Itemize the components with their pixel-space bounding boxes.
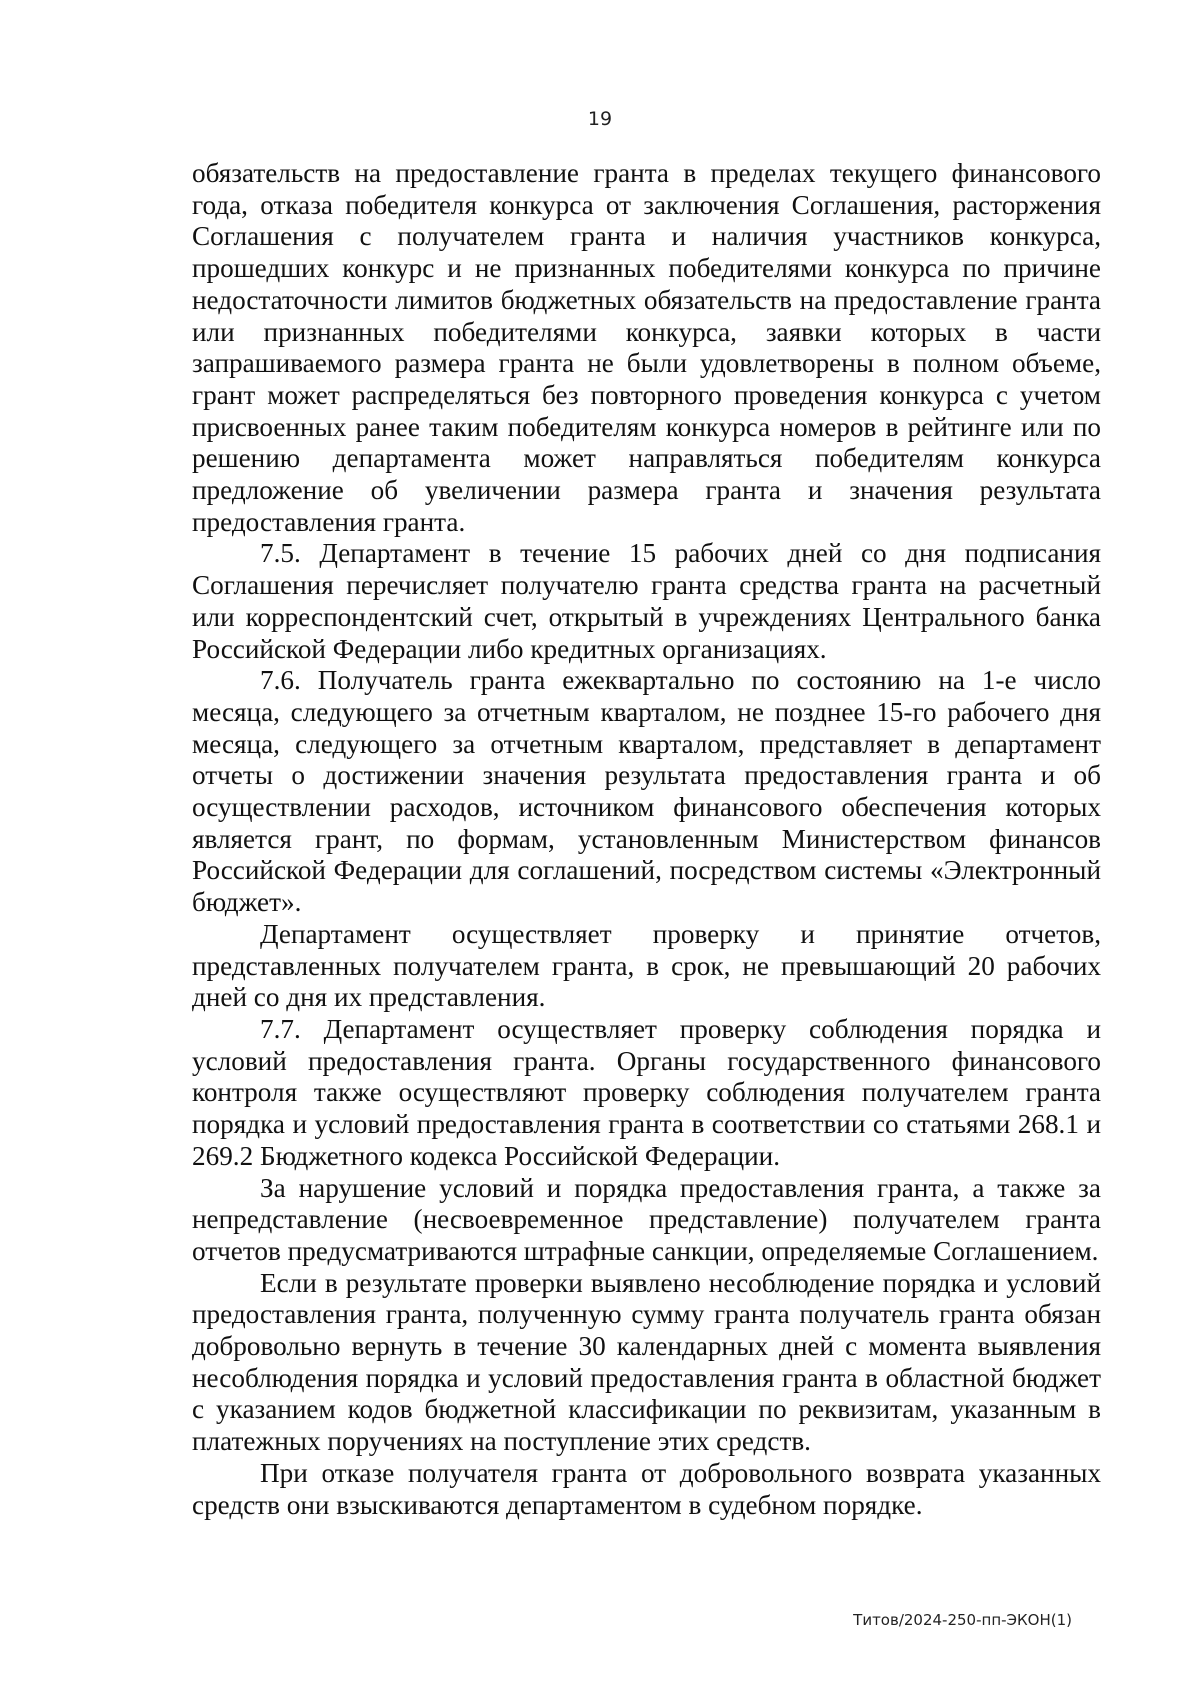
document-body (192, 158, 1101, 1521)
paragraph-penalties: За нарушение условий и порядка предоставления гранта, а также за непредставление (несвоевременное представление) получателем гранта отчетов предусматриваются штрафные санкции, определяемые Соглашением. (192, 1172, 1101, 1266)
paragraph-7-6: 7.6. Получатель гранта ежеквартально по состоянию на 1-е число месяца, следующего за отчетным кварталом, не позднее 15-го рабочего дня месяца, следующего за отчетным кварталом, представляет в департамент отчеты о достижении значения результата предоставления гранта и об осуществлении расходов, источником финансового обеспечения которых является грант, по формам, установленным Министерством финансов Российской Федерации для соглашений, посредством системы «Электронный бюджет». (192, 665, 1101, 918)
paragraph-court-recovery: При отказе получателя гранта от добровольного возврата указанных средств они взыскиваются департаментом в судебном порядке. (192, 1457, 1101, 1520)
page-number: 19 (587, 108, 613, 130)
paragraph-report-check: Департамент осуществляет проверку и принятие отчетов, представленных получателем гранта, в срок, не превышающий 20 рабочих дней со дня их представления. (192, 918, 1101, 1013)
paragraph-7-5: 7.5. Департамент в течение 15 рабочих дней со дня подписания Соглашения перечисляет получателю гранта средства гранта на расчетный или корреспондентский счет, открытый в учреждениях Центрального банка Российской Федерации либо кредитных организациях. (192, 538, 1101, 664)
document-footer-code: Титов/2024-250-пп-ЭКОН(1) (853, 1611, 1072, 1629)
paragraph-refund: Если в результате проверки выявлено несоблюдение порядка и условий предоставления гранта, полученную сумму гранта получатель гранта обязан добровольно вернуть в течение 30 календарных дней с момента выявления несоблюдения порядка и условий предоставления гранта в областной бюджет с указанием кодов бюджетной классификации по реквизитам, указанным в платежных поручениях на поступление этих средств. (192, 1267, 1101, 1457)
paragraph-7-7: 7.7. Департамент осуществляет проверку соблюдения порядка и условий предоставления гранта. Органы государственного финансового контроля также осуществляют проверку соблюдения получателем гранта порядка и условий предоставления гранта в соответствии со статьями 268.1 и 269.2 Бюджетного кодекса Российской Федерации. (192, 1013, 1101, 1171)
paragraph-continuation: обязательств на предоставление гранта в пределах текущего финансового года, отказа победителя конкурса от заключения Соглашения, расторжения Соглашения с получателем гранта и наличия участников конкурса, прошедших конкурс и не признанных победителями конкурса по причине недостаточности лимитов бюджетных обязательств на предоставление гранта или признанных победителями конкурса, заявки которых в части запрашиваемого размера гранта не были удовлетворены в полном объеме, грант может распределяться без повторного проведения конкурса с учетом присвоенных ранее таким победителям конкурса номеров в рейтинге или по решению департамента может направляться победителям конкурса предложение об увеличении размера гранта и значения результата предоставления гранта. (192, 158, 1101, 537)
